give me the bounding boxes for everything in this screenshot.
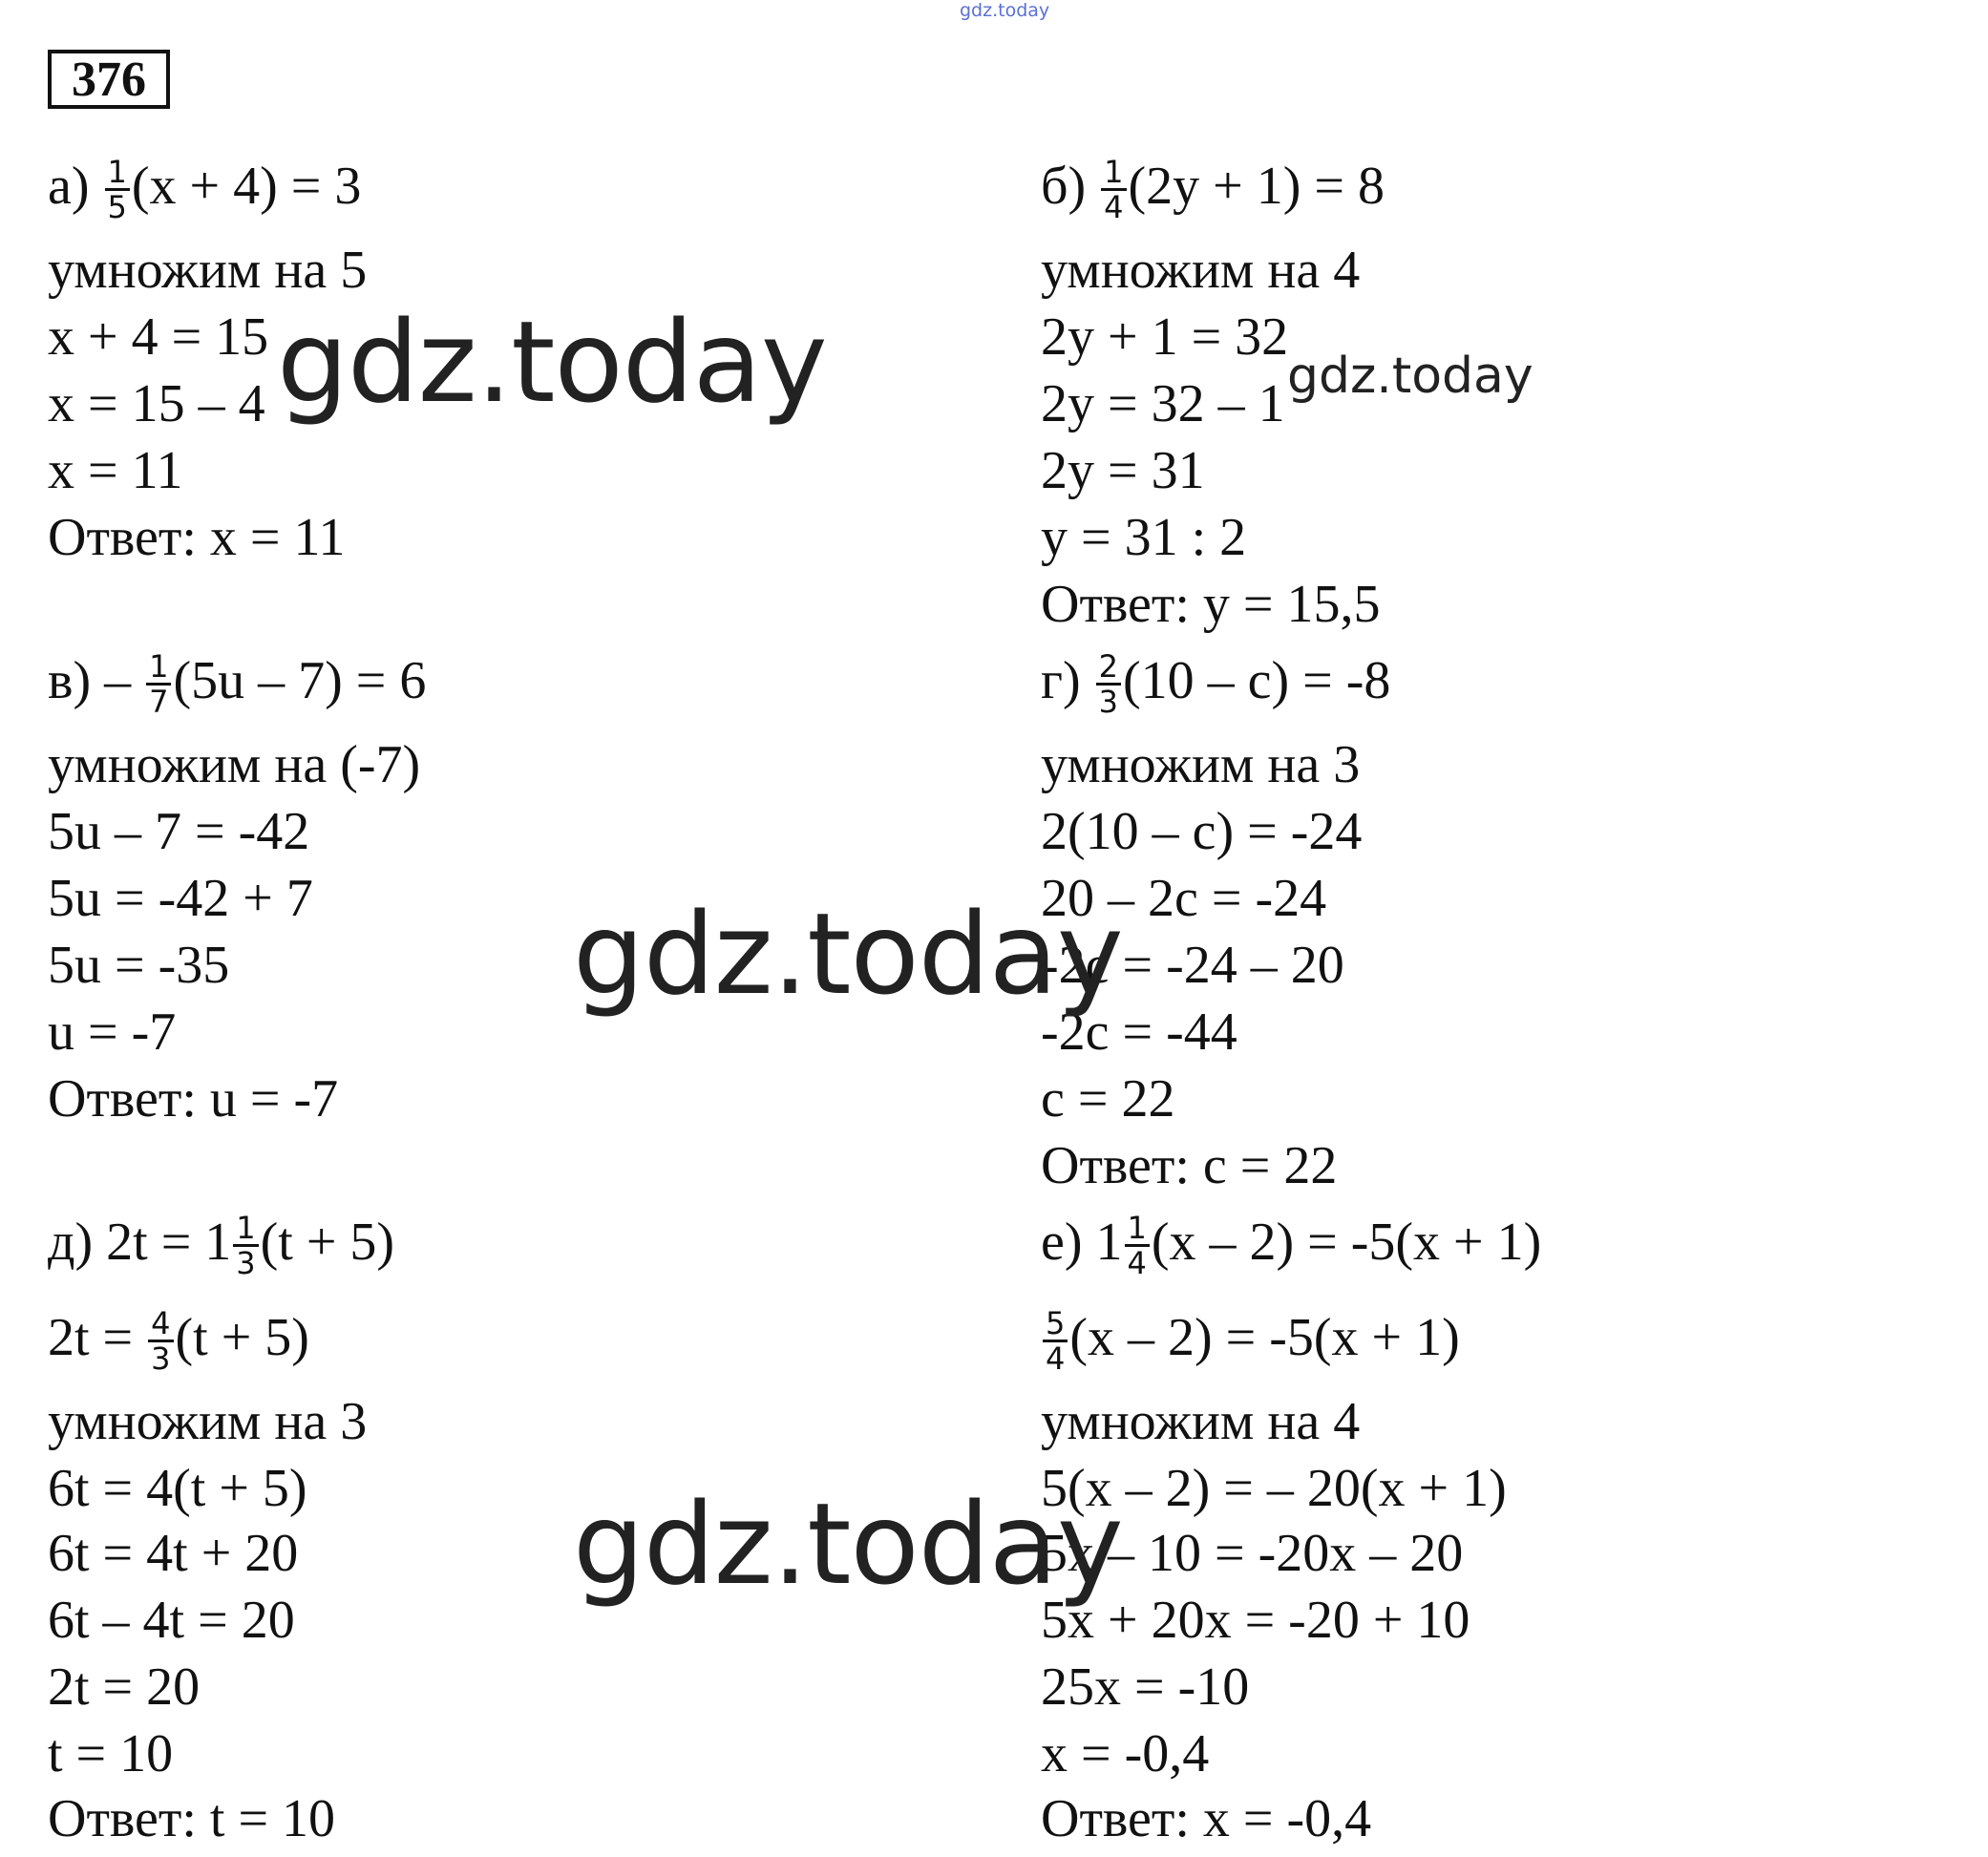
answer-line: Ответ: x = 11 xyxy=(48,508,346,567)
equation-a xyxy=(48,153,361,225)
step-line: 2y + 1 = 32 xyxy=(1041,307,1289,367)
step-line: 2y = 31 xyxy=(1041,441,1205,500)
step-line: умножим на 4 xyxy=(1041,1392,1361,1451)
step-line: 5x – 10 = -20x – 20 xyxy=(1041,1524,1464,1583)
step-line: x = 15 – 4 xyxy=(48,374,265,433)
step-line: 5u – 7 = -42 xyxy=(48,802,310,861)
equation-g xyxy=(1041,647,1390,720)
label-v: в) – xyxy=(48,651,132,710)
equation-rest: (x + 4) = 3 xyxy=(131,157,362,216)
step-line: 6t = 4t + 20 xyxy=(48,1524,299,1583)
step-line: 25x = -10 xyxy=(1041,1657,1250,1717)
watermark: gdz.today xyxy=(573,1478,1123,1610)
fraction: $\frac{1}{5}$ xyxy=(105,156,130,223)
task-number: 376 xyxy=(48,50,170,109)
equation-b xyxy=(1041,153,1385,225)
equation-d xyxy=(48,1209,394,1281)
step-line: y = 31 : 2 xyxy=(1041,508,1247,567)
step-line: -2c = -24 – 20 xyxy=(1041,936,1344,995)
equation-e xyxy=(1041,1209,1541,1281)
answer-line: Ответ: c = 22 xyxy=(1041,1136,1338,1195)
step-line: 6t = 4(t + 5) xyxy=(48,1459,307,1518)
equation-rest: (t + 5) xyxy=(260,1213,395,1272)
step-line: умножим на 5 xyxy=(48,241,368,300)
step-line: умножим на (-7) xyxy=(48,735,421,794)
step-line: умножим на 3 xyxy=(48,1392,368,1451)
step-line: t = 10 xyxy=(48,1724,174,1783)
answer-line: Ответ: u = -7 xyxy=(48,1069,339,1129)
top-watermark: gdz.today xyxy=(960,0,1050,21)
step-line: x = -0,4 xyxy=(1041,1724,1210,1783)
equation-rest: (10 – c) = -8 xyxy=(1122,651,1391,710)
step-line: 20 – 2c = -24 xyxy=(1041,869,1327,928)
fraction: $\frac{1}{4}$ xyxy=(1101,156,1126,223)
fraction: $\frac{5}{4}$ xyxy=(1043,1307,1068,1375)
answer-line: Ответ: y = 15,5 xyxy=(1041,575,1381,634)
fraction: $\frac{2}{3}$ xyxy=(1096,650,1121,718)
label-d: д) 2t = 1 xyxy=(48,1213,232,1272)
answer-line: Ответ: x = -0,4 xyxy=(1041,1789,1372,1848)
equation-rest: (5u – 7) = 6 xyxy=(173,651,427,710)
label-e: е) 1 xyxy=(1041,1213,1123,1272)
equation-rest: (x – 2) = -5(x + 1) xyxy=(1151,1213,1542,1272)
step-line: 5u = -35 xyxy=(48,936,230,995)
label-b: б) xyxy=(1041,157,1087,216)
step-line: x = 11 xyxy=(48,441,183,500)
watermark: gdz.today xyxy=(573,888,1123,1020)
step-line: u = -7 xyxy=(48,1002,177,1062)
step-line: 5(x – 2) = – 20(x + 1) xyxy=(1041,1459,1507,1518)
step-line: умножим на 3 xyxy=(1041,735,1361,794)
step-line: 2t = 20 xyxy=(48,1657,201,1717)
fraction: $\frac{4}{3}$ xyxy=(148,1307,173,1375)
label-a: а) xyxy=(48,157,90,216)
equation-rest: (2y + 1) = 8 xyxy=(1128,157,1385,216)
step-line: 6t – 4t = 20 xyxy=(48,1591,295,1650)
step-line: c = 22 xyxy=(1041,1069,1175,1129)
label-g: г) xyxy=(1041,651,1081,710)
step-line: -2c = -44 xyxy=(1041,1002,1237,1062)
step-line: 2y = 32 – 1 xyxy=(1041,374,1285,433)
answer-line: Ответ: t = 10 xyxy=(48,1789,336,1848)
equation-d-converted: 2t = $\frac{4}{3}$ (t + 5) xyxy=(48,1304,309,1377)
fraction: $\frac{1}{3}$ xyxy=(233,1212,258,1279)
fraction: $\frac{1}{4}$ xyxy=(1125,1212,1150,1279)
equation-v xyxy=(48,647,426,720)
watermark: gdz.today xyxy=(277,296,827,428)
step-line: x + 4 = 15 xyxy=(48,307,269,367)
step-line: 2(10 – c) = -24 xyxy=(1041,802,1363,861)
watermark: gdz.today xyxy=(1287,348,1533,405)
step-line: умножим на 4 xyxy=(1041,241,1361,300)
equation-e-converted: $\frac{5}{4}$ (x – 2) = -5(x + 1) xyxy=(1041,1304,1460,1377)
step-line: 5x + 20x = -20 + 10 xyxy=(1041,1591,1470,1650)
step-line: 5u = -42 + 7 xyxy=(48,869,313,928)
fraction: $\frac{1}{7}$ xyxy=(146,650,171,718)
